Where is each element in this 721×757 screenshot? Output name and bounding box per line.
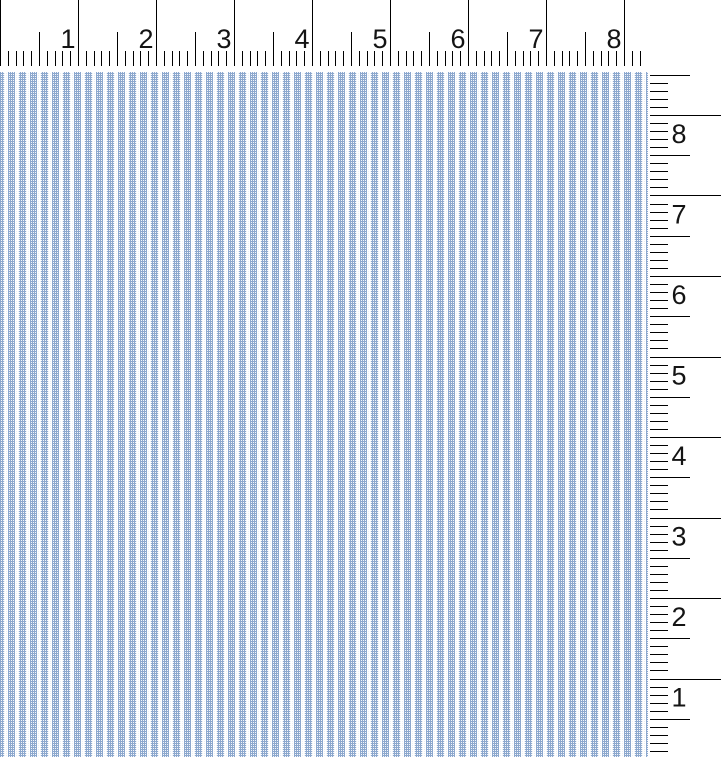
svg-text:8: 8 — [671, 119, 687, 149]
svg-text:2: 2 — [138, 24, 154, 54]
svg-text:7: 7 — [671, 199, 687, 230]
svg-text:6: 6 — [671, 280, 687, 310]
svg-text:1: 1 — [671, 682, 687, 713]
svg-text:4: 4 — [294, 24, 310, 54]
svg-text:5: 5 — [372, 24, 388, 54]
svg-text:6: 6 — [450, 24, 466, 54]
svg-text:8: 8 — [606, 24, 622, 54]
svg-text:7: 7 — [528, 24, 544, 54]
svg-text:1: 1 — [60, 24, 76, 54]
vertical-ruler — [648, 68, 721, 757]
svg-text:3: 3 — [671, 521, 687, 552]
svg-text:5: 5 — [671, 360, 687, 391]
fabric-swatch[interactable] — [0, 72, 648, 757]
svg-text:4: 4 — [671, 441, 687, 471]
svg-text:2: 2 — [671, 602, 687, 632]
svg-text:3: 3 — [216, 24, 232, 54]
horizontal-ruler — [0, 0, 721, 70]
